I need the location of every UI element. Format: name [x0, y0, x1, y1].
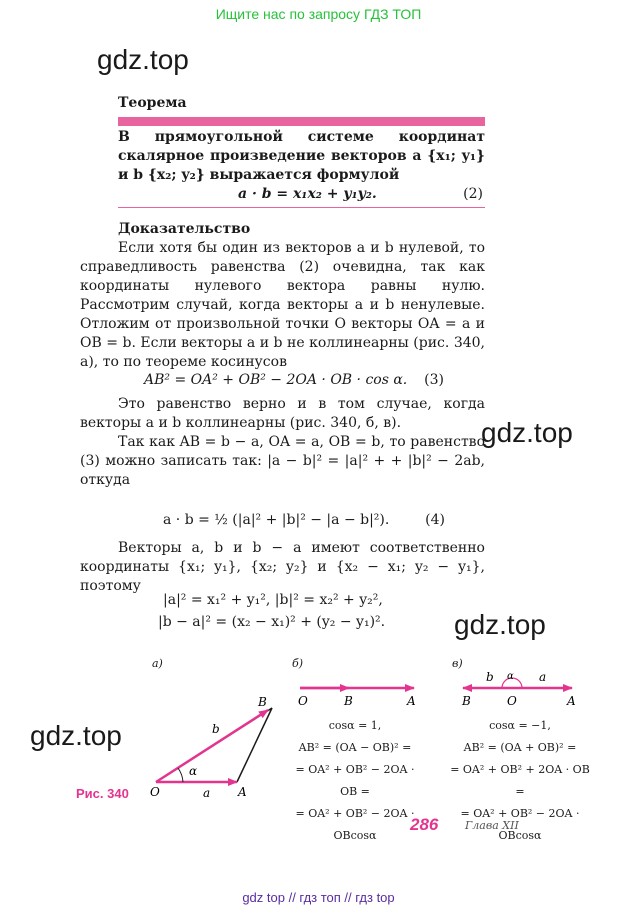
label-vec-a: a: [203, 786, 211, 800]
point-b: B: [344, 694, 353, 708]
point-o: O: [150, 785, 160, 799]
formula-line: AB² = (OA + OB)² =: [463, 741, 577, 754]
equation-6: |b − a|² = (x₂ − x₁)² + (y₂ − y₁)².: [158, 614, 386, 630]
figure-b-collinear: [298, 688, 416, 708]
equation-number: (3): [424, 372, 444, 388]
label-vec-a: a: [539, 670, 547, 684]
formula-line: AB² = (OA − OB)² =: [298, 741, 412, 754]
proof-paragraph: Векторы a, b и b − a имеют соответственно координаты {x₁; y₁}, {x₂; y₂} и {x₂ − x₁; y₂ − y₁}, поэтому: [80, 540, 485, 594]
equation-5: |a|² = x₁² + y₁², |b|² = x₂² + y₂²,: [163, 592, 383, 608]
label-vec-b: b: [212, 722, 220, 736]
point-a: A: [238, 785, 247, 799]
figure-label-a: а): [152, 657, 163, 670]
figure-c-opposite: [461, 670, 576, 708]
figure-a-triangle: [150, 695, 272, 800]
bottom-banner[interactable]: gdz top // гдз топ // гдз top: [242, 890, 395, 905]
page-number: 286: [410, 815, 439, 834]
proof-paragraph: Так как AB = b − a, OA = a, OB = b, то равенство (3) можно записать так: |a − b|² = |a|² + + |b|² − 2ab, откуда: [80, 434, 485, 488]
point-o: O: [298, 694, 308, 708]
figure-label-b: б): [292, 657, 304, 670]
figure-b-formulas: [290, 715, 420, 847]
theorem-text: В прямоугольной системе координат скалярное произведение векторов a {x₁; y₁} и b {x₂; y₂} выражается формулой: [118, 129, 485, 183]
formula-number: (2): [463, 186, 483, 202]
formula-line: cosα = 1,: [328, 719, 382, 732]
point-b: B: [258, 695, 267, 709]
formula-scalar-product: a · b = x₁x₂ + y₁y₂.: [238, 186, 377, 202]
watermark: gdz.top: [481, 417, 573, 448]
proof-title: Доказательство: [118, 221, 251, 237]
label-alpha: α: [507, 671, 514, 682]
chapter-label: Глава XII: [465, 819, 519, 832]
point-b: B: [462, 694, 471, 708]
point-a: A: [567, 694, 576, 708]
equation-number: (4): [425, 512, 445, 528]
watermark: gdz.top: [30, 720, 122, 751]
theorem-title: Теорема: [118, 95, 187, 111]
formula-line: cosα = −1,: [489, 719, 551, 732]
figure-caption: Рис. 340: [76, 786, 129, 801]
formula-line: = OA² + OB² + 2OA · OB =: [450, 763, 590, 798]
law-of-cosines: AB² = OA² + OB² − 2OA · OB · cos α.: [144, 372, 408, 388]
label-alpha: α: [189, 764, 198, 778]
proof-paragraph: Это равенство верно и в том случае, когда векторы a и b коллинеарны (рис. 340, б, в).: [80, 396, 485, 431]
proof-paragraph: Если хотя бы один из векторов a и b нулевой, то справедливость равенства (2) очевидна, так как координаты нулевого вектора равны нулю. Рассмотрим случай, когда векторы a и b ненулевые. Отложим от произвольной точки O векторы OA = a и OB = b. Если векторы a и b не коллинеарны (рис. 340, а), то по теореме косинусов: [80, 240, 485, 370]
formula-line: = OA² + OB² − 2OA · OB =: [295, 763, 415, 798]
scalar-product-formula: a · b = ½ (|a|² + |b|² − |a − b|²).: [163, 512, 390, 528]
watermark: gdz.top: [454, 609, 546, 640]
angle-alpha-arc: [178, 768, 183, 782]
point-a: A: [407, 694, 416, 708]
vector-b-arrow: [156, 710, 268, 782]
figure-label-c: в): [452, 657, 463, 670]
formula-line: = OA² + OB² − 2OA · OBcosα: [460, 807, 580, 842]
top-banner: Ищите нас по запросу ГДЗ ТОП: [215, 6, 422, 22]
formula-line: = OA² + OB² − 2OA · OBcosα: [295, 807, 415, 842]
label-vec-b: b: [486, 670, 494, 684]
point-o: O: [507, 694, 517, 708]
watermark: gdz.top: [97, 44, 189, 75]
